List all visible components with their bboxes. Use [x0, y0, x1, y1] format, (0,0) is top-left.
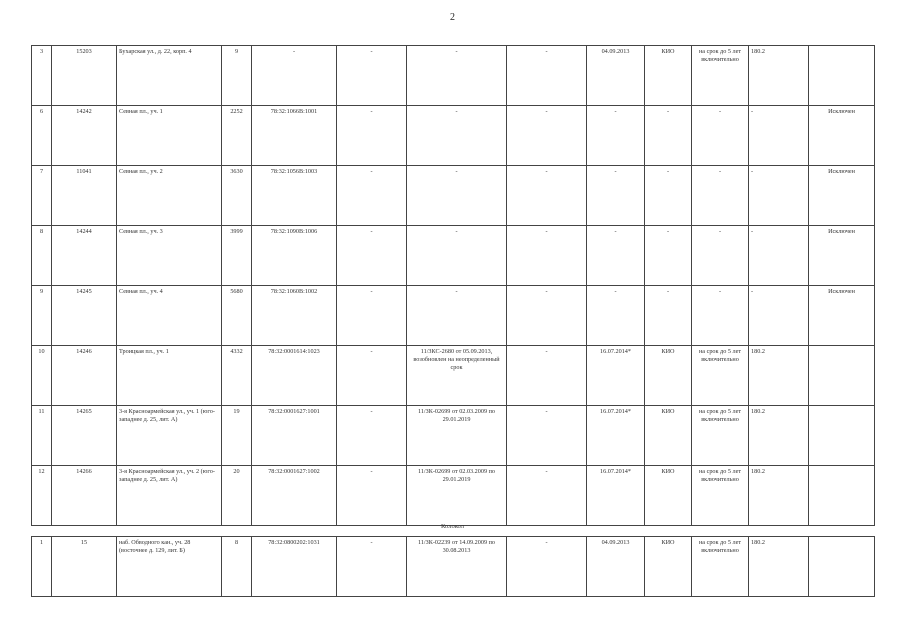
- note-cell: [809, 346, 875, 406]
- document-cell: -: [407, 286, 507, 346]
- date-cell: 16.07.2014*: [587, 466, 645, 526]
- main-table-body: [32, 46, 875, 526]
- address-cell: Троицкая пл., уч. 1: [117, 346, 222, 406]
- note-cell: [809, 46, 875, 106]
- row-number-cell: 11: [32, 406, 52, 466]
- row-number-cell: 12: [32, 466, 52, 526]
- second-table: [31, 536, 875, 597]
- note-cell: Исключен: [809, 226, 875, 286]
- column-8-cell: -: [507, 166, 587, 226]
- area-cell: 5680: [222, 286, 252, 346]
- column-6-cell: -: [337, 466, 407, 526]
- date-cell: 04.09.2013: [587, 537, 645, 597]
- document-cell: 11/ЗК-02699 от 02.03.2009 по 29.01.2019: [407, 406, 507, 466]
- table-row: [32, 406, 875, 466]
- area-cell: 4332: [222, 346, 252, 406]
- id-cell: 11041: [52, 166, 117, 226]
- organization-cell: -: [645, 106, 692, 166]
- document-cell: 11/ЗК-02239 от 14.09.2009 по 30.08.2013: [407, 537, 507, 597]
- organization-cell: КИО: [645, 537, 692, 597]
- id-cell: 14242: [52, 106, 117, 166]
- document-cell: -: [407, 106, 507, 166]
- date-cell: -: [587, 226, 645, 286]
- organization-cell: -: [645, 286, 692, 346]
- note-cell: Исключен: [809, 286, 875, 346]
- date-cell: 04.09.2013: [587, 46, 645, 106]
- address-cell: Севная пл., уч. 1: [117, 106, 222, 166]
- date-cell: 16.07.2014*: [587, 346, 645, 406]
- address-cell: Бухарская ул., д. 22, корп. 4: [117, 46, 222, 106]
- organization-cell: КИО: [645, 406, 692, 466]
- id-cell: 15: [52, 537, 117, 597]
- main-table: [31, 45, 875, 526]
- table-row: [32, 46, 875, 106]
- cadastre-cell: -: [252, 46, 337, 106]
- cadastre-cell: 78:32:0001614:1023: [252, 346, 337, 406]
- area-cell: 3630: [222, 166, 252, 226]
- address-cell: Севная пл., уч. 3: [117, 226, 222, 286]
- id-cell: 14244: [52, 226, 117, 286]
- code-cell: 180.2: [749, 346, 809, 406]
- column-8-cell: -: [507, 537, 587, 597]
- note-cell: Исключен: [809, 166, 875, 226]
- id-cell: 14246: [52, 346, 117, 406]
- id-cell: 14245: [52, 286, 117, 346]
- row-number-cell: 1: [32, 537, 52, 597]
- organization-cell: -: [645, 226, 692, 286]
- column-8-cell: -: [507, 346, 587, 406]
- row-number-cell: 10: [32, 346, 52, 406]
- area-cell: 9: [222, 46, 252, 106]
- address-cell: 3-я Красноармейская ул., уч. 2 (юго-западнее д. 25, лит. А): [117, 466, 222, 526]
- address-cell: наб. Обводного кан., уч. 28 (восточнее д. 129, лит. Б): [117, 537, 222, 597]
- column-8-cell: -: [507, 406, 587, 466]
- code-cell: 180.2: [749, 537, 809, 597]
- table-row: [32, 346, 875, 406]
- term-cell: на срок до 5 лет включительно: [692, 466, 749, 526]
- address-cell: Севная пл., уч. 4: [117, 286, 222, 346]
- term-cell: -: [692, 106, 749, 166]
- organization-cell: КИО: [645, 466, 692, 526]
- area-cell: 8: [222, 537, 252, 597]
- area-cell: 2252: [222, 106, 252, 166]
- document-cell: 11/ЗКС-2680 от 05.09.2013, возобновлен на неопределенный срок: [407, 346, 507, 406]
- table-row: [32, 286, 875, 346]
- area-cell: 19: [222, 406, 252, 466]
- term-cell: на срок до 5 лет включительно: [692, 46, 749, 106]
- document-cell: -: [407, 226, 507, 286]
- organization-cell: КИО: [645, 46, 692, 106]
- organization-cell: -: [645, 166, 692, 226]
- row-number-cell: 3: [32, 46, 52, 106]
- column-6-cell: -: [337, 406, 407, 466]
- cadastre-cell: 78:32:1090В:1006: [252, 226, 337, 286]
- table-row: [32, 106, 875, 166]
- address-cell: Севная пл., уч. 2: [117, 166, 222, 226]
- term-cell: на срок до 5 лет включительно: [692, 346, 749, 406]
- code-cell: 180.2: [749, 406, 809, 466]
- id-cell: 14266: [52, 466, 117, 526]
- code-cell: -: [749, 226, 809, 286]
- note-cell: Исключен: [809, 106, 875, 166]
- page-number: 2: [450, 12, 455, 23]
- term-cell: -: [692, 226, 749, 286]
- area-cell: 3999: [222, 226, 252, 286]
- id-cell: 14265: [52, 406, 117, 466]
- note-cell: [809, 466, 875, 526]
- code-cell: 180.2: [749, 466, 809, 526]
- code-cell: 180.2: [749, 46, 809, 106]
- column-8-cell: -: [507, 286, 587, 346]
- date-cell: -: [587, 106, 645, 166]
- row-number-cell: 8: [32, 226, 52, 286]
- date-cell: 16.07.2014*: [587, 406, 645, 466]
- cadastre-cell: 78:32:1060В:1002: [252, 286, 337, 346]
- column-6-cell: -: [337, 286, 407, 346]
- column-8-cell: -: [507, 226, 587, 286]
- column-6-cell: -: [337, 166, 407, 226]
- code-cell: -: [749, 166, 809, 226]
- column-8-cell: -: [507, 106, 587, 166]
- column-6-cell: -: [337, 46, 407, 106]
- document-cell: 11/ЗК-02699 от 02.03.2009 по 29.01.2019: [407, 466, 507, 526]
- document-cell: -: [407, 166, 507, 226]
- group-heading: Колокол: [441, 523, 464, 530]
- row-number-cell: 6: [32, 106, 52, 166]
- cadastre-cell: 78:32:1066В:1001: [252, 106, 337, 166]
- term-cell: -: [692, 286, 749, 346]
- cadastre-cell: 78:32:1056В:1003: [252, 166, 337, 226]
- column-6-cell: -: [337, 226, 407, 286]
- cadastre-cell: 78:32:0001627:1002: [252, 466, 337, 526]
- column-6-cell: -: [337, 537, 407, 597]
- date-cell: -: [587, 286, 645, 346]
- date-cell: -: [587, 166, 645, 226]
- cadastre-cell: 78:32:0800202:1031: [252, 537, 337, 597]
- id-cell: 15203: [52, 46, 117, 106]
- column-6-cell: -: [337, 346, 407, 406]
- column-8-cell: -: [507, 46, 587, 106]
- table-row: [32, 166, 875, 226]
- term-cell: на срок до 5 лет включительно: [692, 406, 749, 466]
- column-6-cell: -: [337, 106, 407, 166]
- address-cell: 3-я Красноармейская ул., уч. 1 (юго-западнее д. 25, лит. А): [117, 406, 222, 466]
- area-cell: 20: [222, 466, 252, 526]
- table-row: [32, 466, 875, 526]
- table-row: [32, 226, 875, 286]
- term-cell: -: [692, 166, 749, 226]
- row-number-cell: 9: [32, 286, 52, 346]
- row-number-cell: 7: [32, 166, 52, 226]
- organization-cell: КИО: [645, 346, 692, 406]
- column-8-cell: -: [507, 466, 587, 526]
- term-cell: на срок до 5 лет включительно: [692, 537, 749, 597]
- table-row: [32, 537, 875, 597]
- code-cell: -: [749, 106, 809, 166]
- note-cell: [809, 537, 875, 597]
- cadastre-cell: 78:32:0001627:1001: [252, 406, 337, 466]
- second-table-body: [32, 537, 875, 597]
- note-cell: [809, 406, 875, 466]
- code-cell: -: [749, 286, 809, 346]
- document-cell: -: [407, 46, 507, 106]
